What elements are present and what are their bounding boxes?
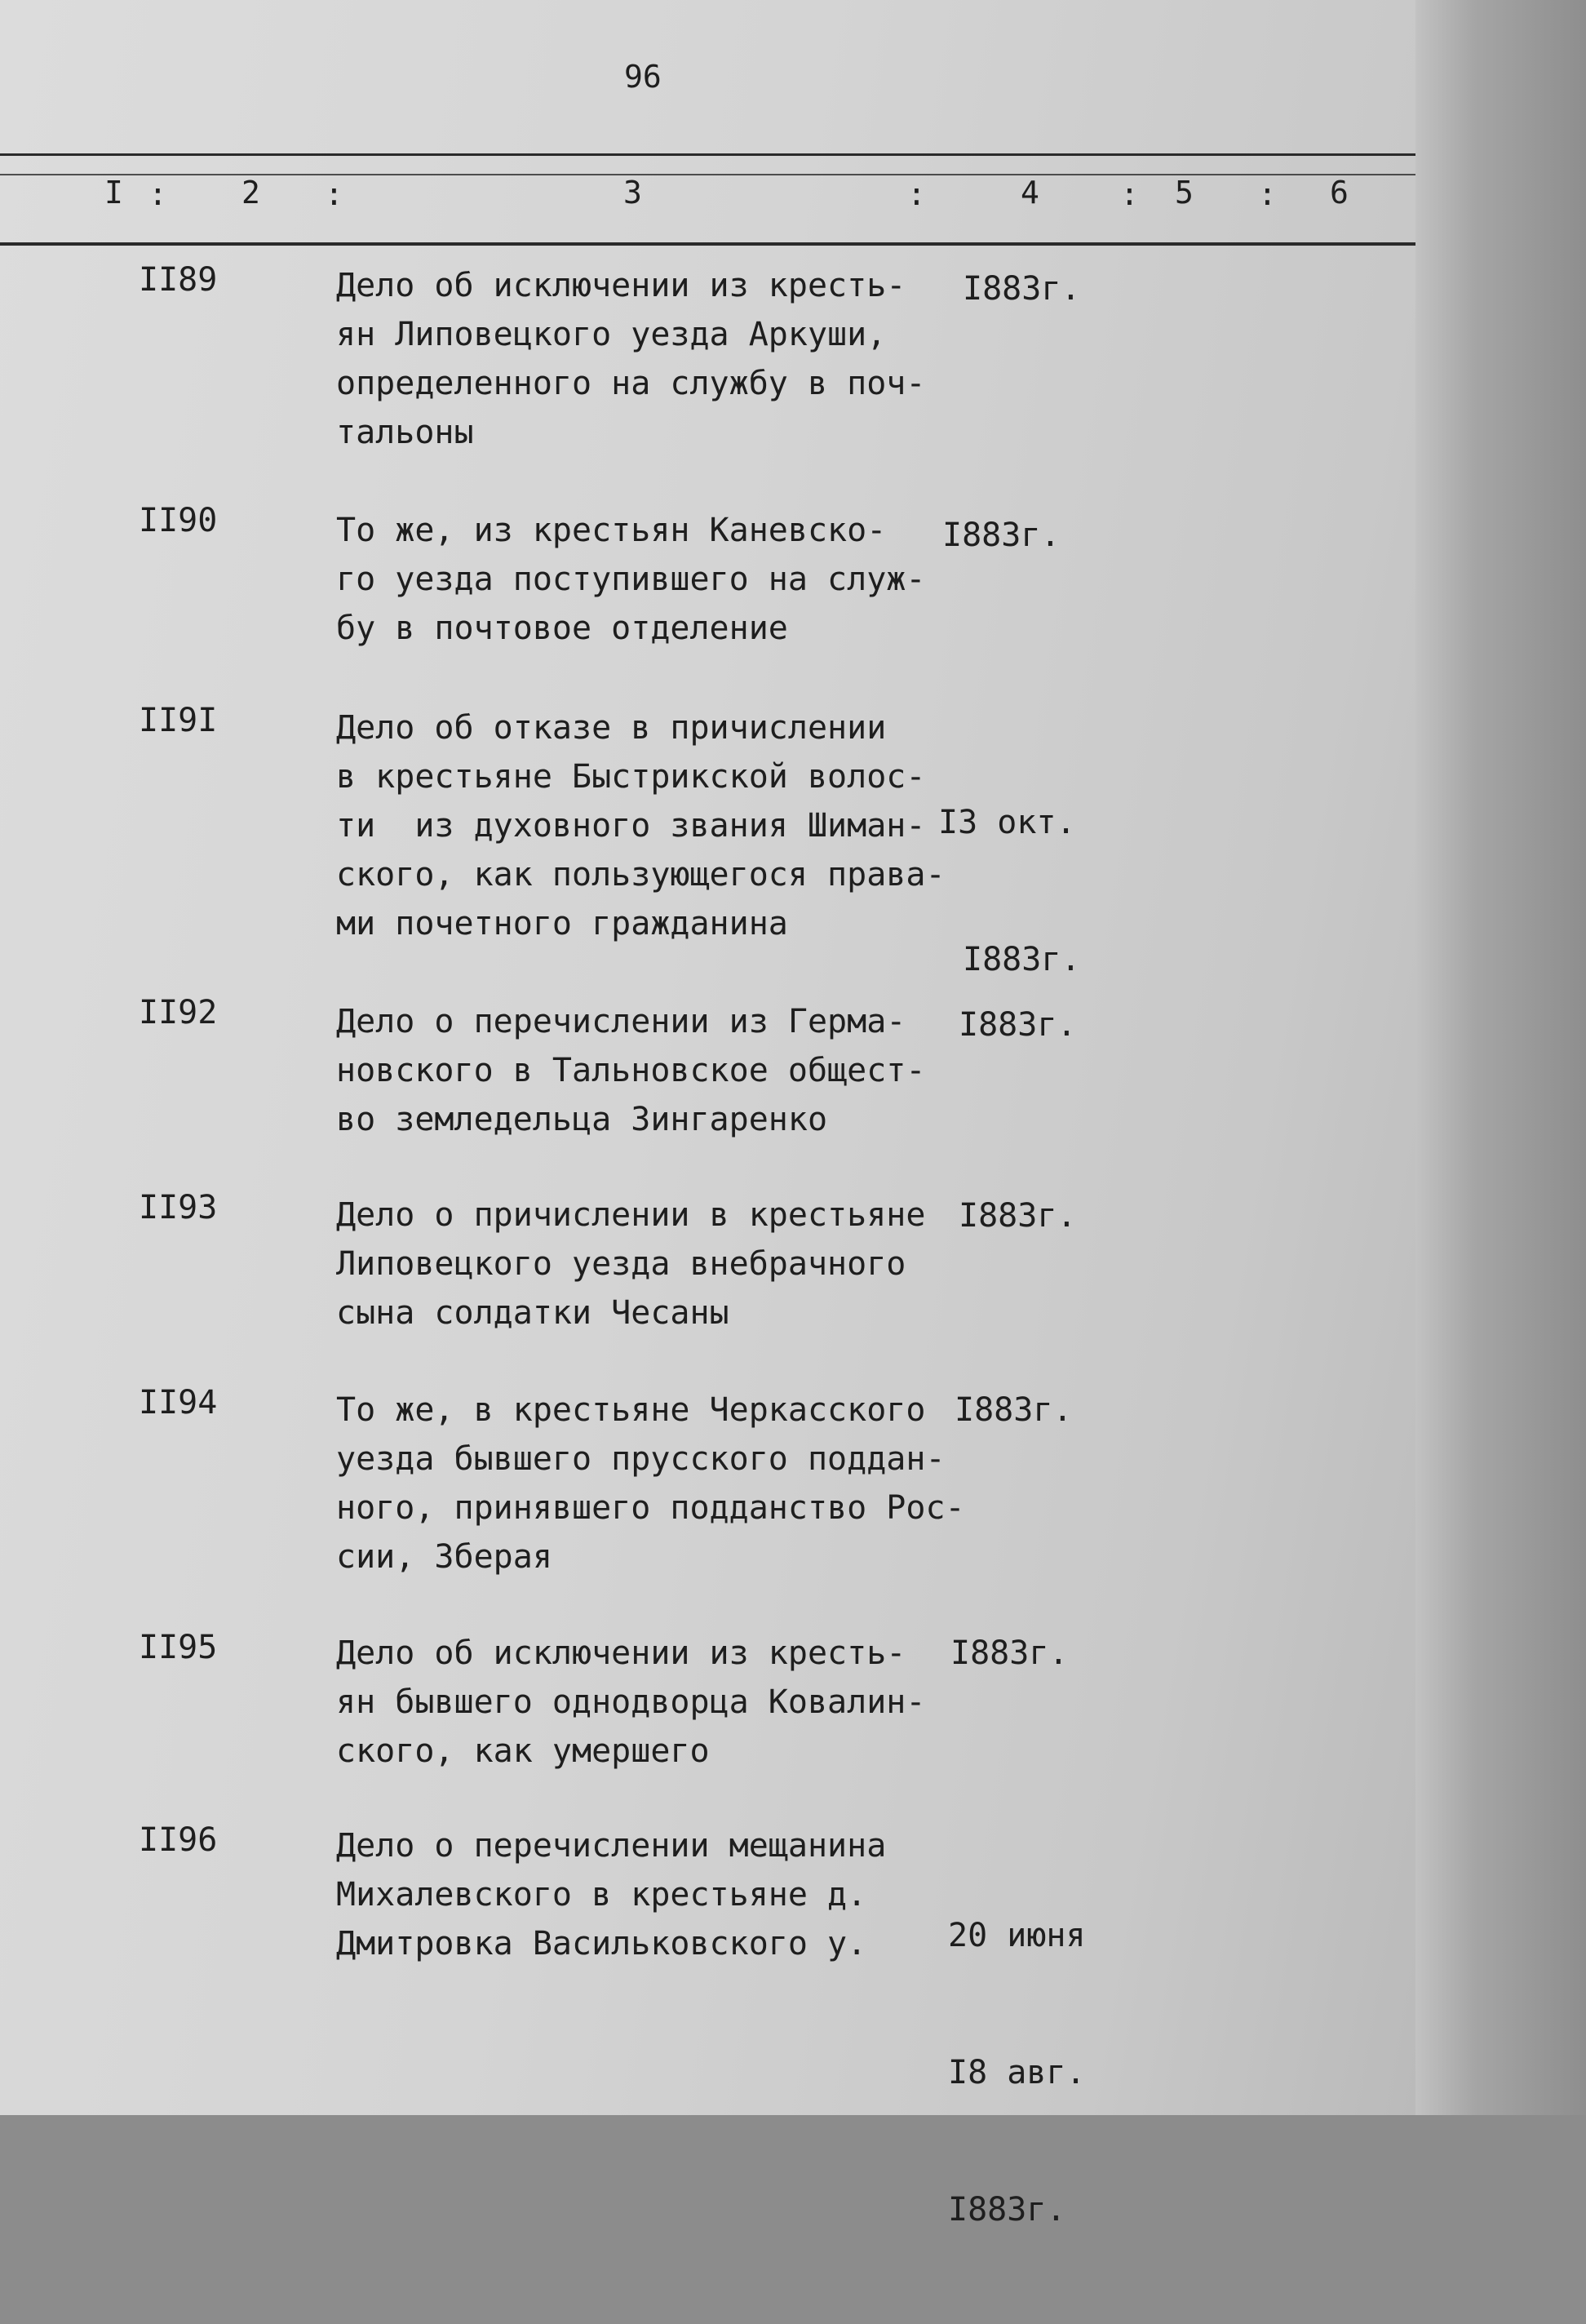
entry-description [336, 1821, 989, 1968]
entry-line: Дело о перечислении мещанина [336, 1827, 887, 1865]
entry-number: II96 [139, 1821, 218, 1859]
entry-description [336, 1191, 989, 1337]
entry-date-line: I883г. [959, 1197, 1077, 1235]
column-separator: : [1120, 176, 1139, 212]
entry-date [963, 266, 1081, 312]
header-rule-bottom [0, 242, 1444, 246]
entry-date [948, 1821, 1086, 2324]
entry-line: определенного на службу в поч- [336, 365, 926, 402]
entry-line: Дело об исключении из кресть- [336, 1634, 906, 1672]
entry-date-line: I883г. [963, 941, 1081, 978]
entry-number: II93 [139, 1189, 218, 1226]
entry-date [950, 1630, 1069, 1676]
entry-line: ти из духовного звания Шиман- [336, 807, 926, 845]
column-header-2: 2 [241, 175, 260, 211]
entry-number: II94 [139, 1384, 218, 1421]
entry-number: II89 [139, 261, 218, 299]
header-rule-top [0, 153, 1444, 156]
entry-date-line: 20 июня [948, 1917, 1086, 1954]
entry-line: Михалевского в крестьяне д. [336, 1876, 867, 1914]
entry-date-line: I883г. [948, 2191, 1066, 2229]
page-number: 96 [624, 59, 662, 95]
entry-line: бу в почтовое отделение [336, 610, 788, 647]
entry-date [955, 1387, 1073, 1433]
entry-line: То же, из крестьян Каневско- [336, 512, 887, 549]
column-header-1: I [104, 175, 123, 211]
entry-line: в крестьяне Быстрикской волос- [336, 758, 926, 796]
entry-line: сына солдатки Чесаны [336, 1294, 729, 1332]
entry-date-line: I883г. [950, 1634, 1069, 1672]
header-rule-top-inner [0, 174, 1444, 175]
column-separator: : [1258, 176, 1277, 212]
entry-date [959, 1193, 1077, 1239]
entry-line: ян Липовецкого уезда Аркуши, [336, 316, 887, 353]
entry-line: сии, Зберая [336, 1538, 552, 1576]
column-header-5: 5 [1175, 175, 1194, 211]
entry-line: Дело об исключении из кресть- [336, 267, 906, 304]
entry-line: тальоны [336, 414, 474, 451]
entry-line: ского, как умершего [336, 1732, 710, 1770]
entry-line: ного, принявшего подданство Рос- [336, 1489, 965, 1527]
entry-line: уезда бывшего прусского поддан- [336, 1440, 946, 1478]
entry-date [942, 512, 1061, 558]
entry-line: Дмитровка Васильковского у. [336, 1925, 867, 1963]
entry-description [336, 506, 989, 653]
entry-date-line: I883г. [963, 270, 1081, 308]
column-header-3: 3 [623, 175, 642, 211]
entry-line: Дело об отказе в причислении [336, 709, 887, 747]
entry-description [336, 1629, 989, 1776]
entry-number: II95 [139, 1629, 218, 1666]
entry-line: во земледельца Зингаренко [336, 1101, 828, 1138]
entry-line: го уезда поступившего на служ- [336, 561, 926, 598]
entry-line: Дело о перечислении из Герма- [336, 1003, 906, 1040]
entry-line: ян бывшего однодворца Ковалин- [336, 1683, 926, 1721]
column-header-4: 4 [1021, 175, 1039, 211]
entry-line: То же, в крестьяне Черкасского [336, 1391, 926, 1429]
entry-number: II90 [139, 502, 218, 539]
entry-date-line: I8 авг. [948, 2054, 1086, 2091]
entry-line: ми почетного гражданина [336, 905, 788, 942]
entry-date-line: I3 окт. [938, 804, 1076, 841]
entry-date-line: I883г. [955, 1391, 1073, 1429]
entry-date-line: I883г. [942, 517, 1061, 554]
entry-line: ского, как пользующегося права- [336, 856, 946, 894]
page-edge-shadow [1415, 0, 1586, 2115]
column-separator: : [907, 176, 926, 212]
entry-description [336, 997, 989, 1144]
column-header-6: 6 [1330, 175, 1349, 211]
entry-number: II92 [139, 994, 218, 1031]
entry-line: Дело о причислении в крестьяне [336, 1196, 926, 1234]
entry-description [336, 261, 989, 457]
column-separator: : [325, 176, 343, 212]
entry-description [336, 703, 989, 948]
entry-date-line: I883г. [959, 1006, 1077, 1044]
entry-line: Липовецкого уезда внебрачного [336, 1245, 906, 1283]
entry-description [336, 1386, 989, 1581]
entry-line: новского в Тальновское общест- [336, 1052, 926, 1089]
column-separator: : [148, 176, 167, 212]
entry-number: II9I [139, 702, 218, 739]
entry-date [959, 1002, 1077, 1048]
